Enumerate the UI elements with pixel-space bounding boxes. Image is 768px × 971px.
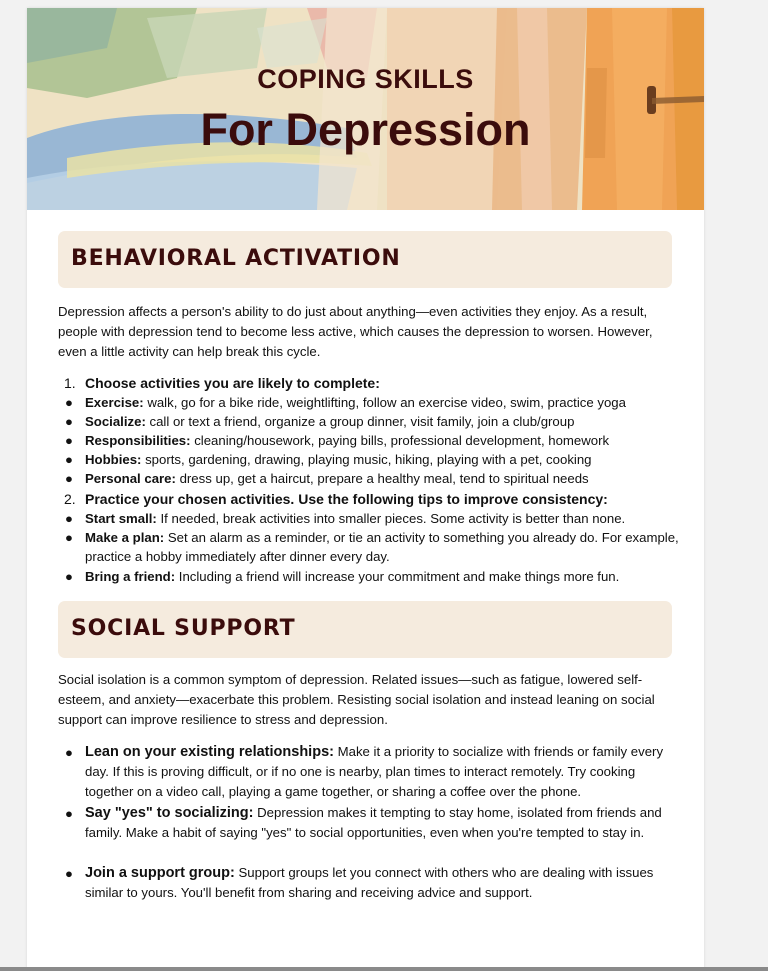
item-label: Socialize: [85,414,146,429]
item-text: walk, go for a bike ride, weightlifting, follow an exercise video, swim, practice yoga [143,395,626,410]
behavioral-activation-header [58,231,672,288]
item-label: Lean on your existing relationships: [85,744,334,760]
bullet-icon: ● [65,433,73,448]
bullet-icon: ● [65,511,73,526]
section-heading: SOCIAL SUPPORT [71,616,296,641]
item-text: If needed, break activities into smaller pieces. Some activity is better than none. [156,511,626,526]
social-support-header [58,601,672,658]
item-text: Depression makes it tempting to stay home, isolated from friends and family. Make a habit of saying "yes" to social opportunities, even when you're tempted to stay in. [85,805,662,840]
item-text: Set an alarm as a reminder, or tie an activity to something you already do. For example, practice a hobby immediately after dinner every day. [85,530,679,564]
item-label: Start small: [85,511,157,526]
item-text: dress up, get a haircut, prepare a healthy meal, tend to spiritual needs [175,471,589,486]
bullet-icon: ● [65,452,73,467]
item-label: Exercise: [85,395,144,410]
item-text: call or text a friend, organize a group dinner, visit family, join a club/group [145,414,575,429]
item-label: Make a plan: [85,530,165,545]
bullet-icon: ● [65,395,73,410]
bullet-icon: ● [65,569,73,584]
item-label: Say "yes" to socializing: [85,805,254,821]
list-item-text: Practice your chosen activities. Use the following tips to improve consistency: [85,491,608,507]
bullet-icon: ● [65,471,73,486]
document-page [27,8,704,970]
bullet-icon: ● [65,866,73,881]
item-label: Hobbies: [85,452,142,467]
banner-title: For Depression [200,104,531,155]
item-label: Responsibilities: [85,433,191,448]
bullet-icon: ● [65,414,73,429]
bullet-icon: ● [65,745,73,760]
list-item-text: Choose activities you are likely to complete: [85,375,380,391]
social-intro: Social isolation is a common symptom of depression. Related issues—such as fatigue, lowered self-esteem, and anxiety—exacerbate this problem. Resisting social isolation and instead leaning on social support can improve resilience to stress and depression. [58,672,655,727]
list-number: 2. [64,491,76,507]
item-text: cleaning/housework, paying bills, professional development, homework [190,433,610,448]
behavioral-intro: Depression affects a person's ability to do just about anything—even activities they enjoy. As a result, people with depression tend to become less active, which causes the depression to worsen. However, even a little activity can help break this cycle. [58,304,653,359]
bullet-icon: ● [65,806,73,821]
item-label: Bring a friend: [85,569,176,584]
bullet-icon: ● [65,530,73,545]
item-label: Join a support group: [85,865,235,881]
header-banner [27,8,704,210]
list-number: 1. [64,375,76,391]
section-heading: BEHAVIORAL ACTIVATION [71,246,401,271]
item-text: Make it a priority to socialize with friends or family every day. If this is proving difficult, or if no one is nearby, plan times to interact remotely. Try cooking together on a video call, playing a game together, or sharing a coffee over the phone. [85,744,664,799]
item-text: Including a friend will increase your commitment and make things more fun. [175,569,620,584]
item-text: Support groups let you connect with others who are dealing with issues similar to yours. You'll benefit from sharing and receiving advice and support. [85,865,654,900]
item-text: sports, gardening, drawing, playing music, hiking, playing with a pet, cooking [141,452,592,467]
window-bottom-edge [0,967,768,971]
item-label: Personal care: [85,471,176,486]
banner-kicker: COPING SKILLS [257,64,474,94]
